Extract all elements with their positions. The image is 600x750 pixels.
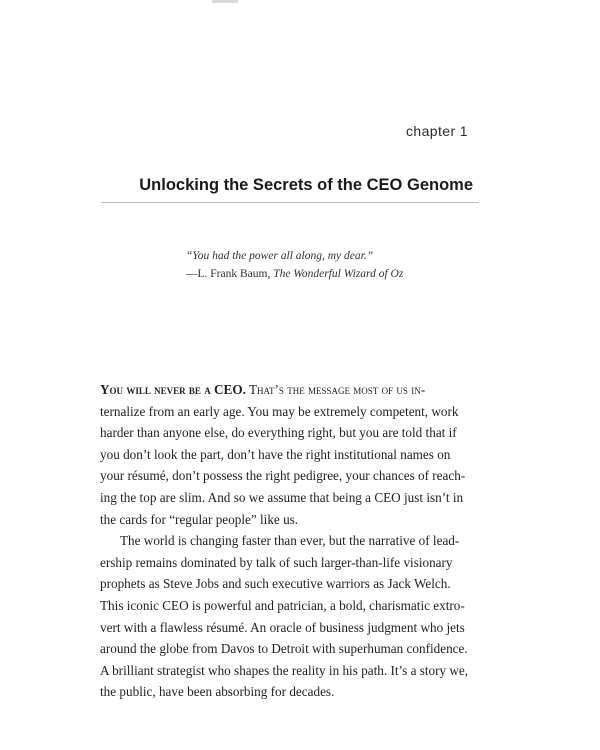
paragraph-line: The world is changing faster than ever, but the narrative of lead- [120, 533, 460, 549]
paragraph-line: around the globe from Davos to Detroit with superhuman confidence. [100, 641, 468, 657]
epigraph-quote: “You had the power all along, my dear.” [186, 250, 374, 262]
chapter-label: chapter 1 [406, 123, 468, 139]
lead-in-smallcaps: That’s the message most of us in- [245, 382, 426, 397]
paragraph-line: prophets as Steve Jobs and such executive warriors as Jack Welch. [100, 576, 451, 592]
paragraph-line: the public, have been absorbing for decades. [100, 684, 335, 700]
paragraph-line: vert with a flawless résumé. An oracle of business judgment who jets [100, 619, 465, 635]
epigraph-author: —L. Frank Baum, [186, 268, 274, 280]
paragraph-line: you don’t look the part, don’t have the right institutional names on [100, 446, 451, 462]
paragraph-1 [100, 379, 480, 530]
epigraph-work: The Wonderful Wizard of Oz [273, 268, 404, 280]
paragraph-line: your résumé, don’t possess the right pedigree, your chances of reach- [100, 468, 466, 484]
epigraph [186, 247, 486, 283]
paragraph-line: ternalize from an early age. You may be extremely competent, work [100, 403, 459, 419]
title-divider [101, 202, 479, 203]
paragraph-line: A brilliant strategist who shapes the reality in his path. It’s a story we, [100, 662, 469, 678]
chapter-title: Unlocking the Secrets of the CEO Genome [139, 176, 473, 194]
lead-in-bold: You will never be a CEO. [100, 382, 246, 397]
epigraph-attribution [186, 265, 486, 283]
body-text [100, 379, 480, 703]
paragraph-line: the cards for “regular people” like us. [100, 511, 299, 527]
paragraph-line: ership remains dominated by talk of such larger-than-life visionary [100, 554, 453, 570]
paragraph-line: ing the top are slim. And so we assume that being a CEO just isn’t in [100, 489, 464, 505]
paragraph-2 [100, 530, 480, 703]
page-edge-mark [212, 0, 238, 3]
paragraph-line: harder than anyone else, do everything right, but you are told that if [100, 425, 457, 441]
paragraph-line [100, 379, 480, 401]
paragraph-line: This iconic CEO is powerful and patrician, a bold, charismatic extro- [100, 597, 465, 613]
